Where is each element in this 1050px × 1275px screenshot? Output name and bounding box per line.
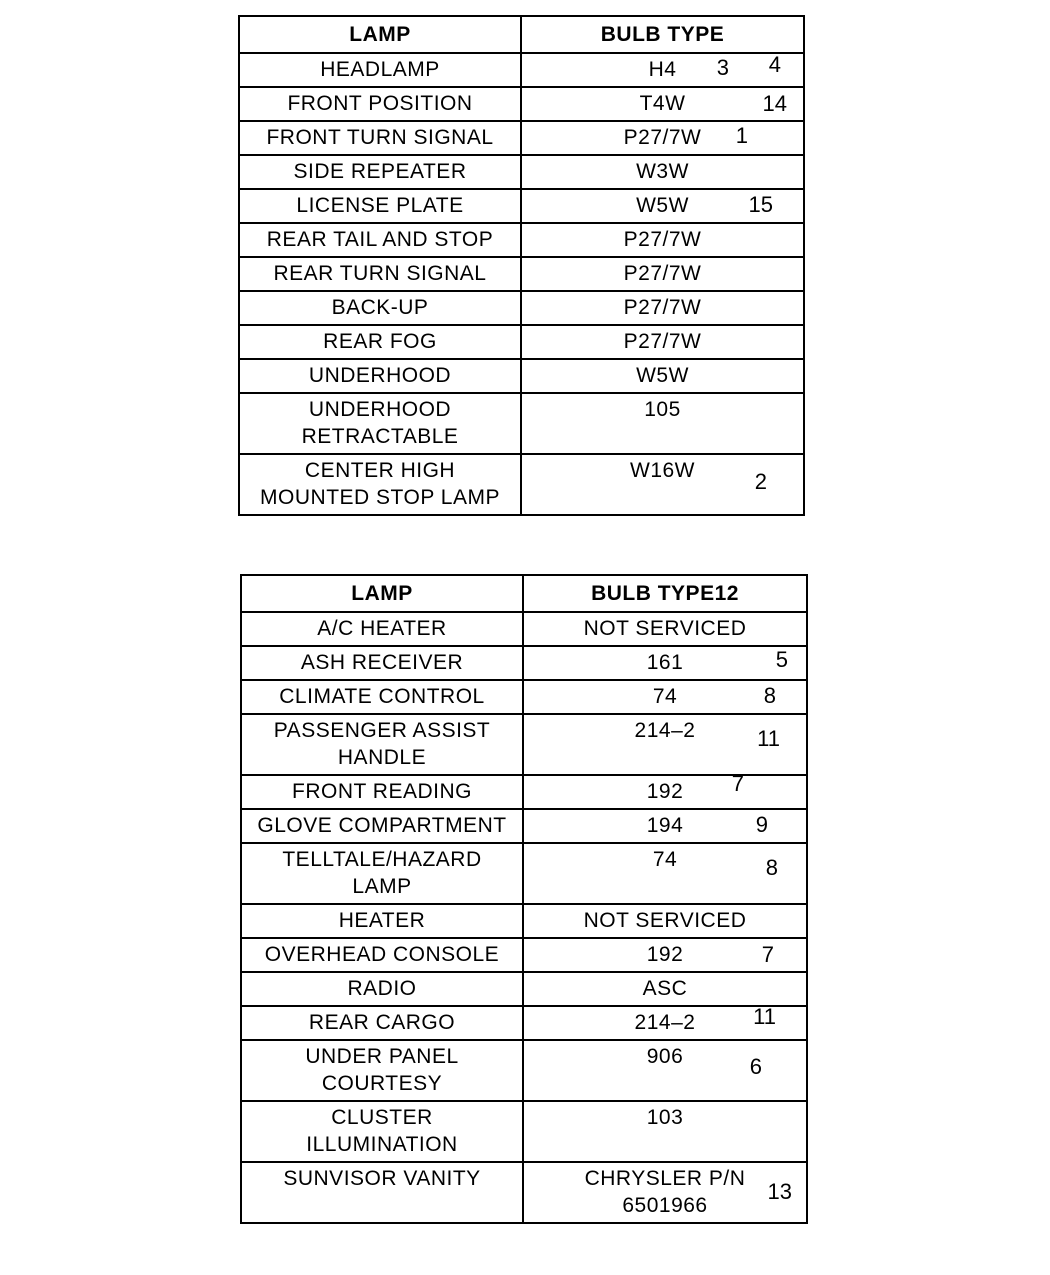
lamp-cell: UNDERHOOD [239, 359, 521, 393]
table-row [241, 843, 807, 904]
lamp-cell: FRONT TURN SIGNAL [239, 121, 521, 155]
lamp-name-line: MOUNTED STOP LAMP [260, 486, 500, 509]
bulb-cell [521, 53, 804, 87]
bulb-value: 906 [646, 1045, 684, 1068]
bulb-cell [521, 291, 804, 325]
table-row [239, 155, 804, 189]
bulb-cell [521, 155, 804, 189]
lamp-cell: GLOVE COMPARTMENT [241, 809, 523, 843]
bulb-cell [523, 904, 807, 938]
bulb-value: 192 [646, 780, 684, 803]
bulb-cell [521, 223, 804, 257]
bulb-cell [521, 359, 804, 393]
bulb-value: H4 [648, 58, 677, 81]
table-row [239, 454, 804, 515]
bulb-cell [523, 1006, 807, 1040]
bulb-value: P27/7W [623, 126, 702, 149]
bulb-value-line: CHRYSLER P/N [584, 1167, 746, 1190]
bulb-cell [523, 680, 807, 714]
lamp-cell: CLIMATE CONTROL [241, 680, 523, 714]
lamp-name-line: LAMP [352, 875, 412, 898]
callout-number: 8 [763, 683, 776, 708]
callout-number: 14 [762, 91, 787, 116]
lamp-cell: SIDE REPEATER [239, 155, 521, 189]
bulb-value: P27/7W [623, 330, 702, 353]
callout-number: 1 [735, 123, 748, 148]
bulb-value: 74 [652, 685, 678, 708]
lamp-cell: HEATER [241, 904, 523, 938]
table-row [241, 1040, 807, 1101]
bulb-type-header-label: BULB TYPE [591, 582, 715, 605]
table-row [239, 359, 804, 393]
callout-number: 7 [761, 942, 774, 967]
bulb-cell [521, 454, 804, 515]
lamp-cell: A/C HEATER [241, 612, 523, 646]
exterior-lamp-table [238, 15, 805, 516]
table-row [239, 223, 804, 257]
table-row [241, 775, 807, 809]
bulb-cell [523, 1101, 807, 1162]
table-row [239, 257, 804, 291]
bulb-value: 161 [646, 651, 684, 674]
lamp-cell: BACK-UP [239, 291, 521, 325]
bulb-value: 74 [652, 848, 678, 871]
bulb-value-line: 6501966 [622, 1194, 708, 1217]
table-header-row [239, 16, 804, 53]
bulb-value: 105 [644, 398, 681, 421]
lamp-name-line: HANDLE [337, 746, 427, 769]
lamp-cell: REAR FOG [239, 325, 521, 359]
interior-lamp-table [240, 574, 808, 1224]
bulb-value: P27/7W [623, 296, 702, 319]
table-row [241, 714, 807, 775]
bulb-value: W5W [636, 364, 689, 387]
lamp-column-header: LAMP [241, 575, 523, 612]
lamp-cell: REAR CARGO [241, 1006, 523, 1040]
table-row [239, 121, 804, 155]
table-row [239, 87, 804, 121]
lamp-cell: FRONT READING [241, 775, 523, 809]
callout-number: 2 [754, 469, 767, 494]
lamp-cell: REAR TURN SIGNAL [239, 257, 521, 291]
callout-number: 12 [714, 582, 739, 605]
table-row [241, 938, 807, 972]
bulb-cell [523, 1040, 807, 1101]
lamp-cell: OVERHEAD CONSOLE [241, 938, 523, 972]
lamp-name-line: ILLUMINATION [306, 1133, 458, 1156]
lamp-name-line: UNDERHOOD [308, 398, 452, 421]
bulb-value: 214–2 [634, 1011, 696, 1034]
table-row [241, 972, 807, 1006]
lamp-cell: FRONT POSITION [239, 87, 521, 121]
lamp-name-line: TELLTALE/HAZARD [282, 848, 482, 871]
bulb-cell [523, 843, 807, 904]
lamp-name-line: RETRACTABLE [301, 425, 459, 448]
bulb-type-column-header: BULB TYPE [521, 16, 804, 53]
bulb-cell [523, 771, 807, 809]
bulb-value: 103 [646, 1106, 684, 1129]
bulb-cell [523, 972, 807, 1006]
callout-number: 4 [768, 52, 781, 77]
lamp-cell [239, 393, 521, 454]
table-row [239, 189, 804, 223]
lamp-cell: LICENSE PLATE [239, 189, 521, 223]
bulb-cell [523, 938, 807, 972]
table-row [241, 1101, 807, 1162]
bulb-value: W3W [636, 160, 689, 183]
table-row [241, 809, 807, 843]
bulb-cell [521, 257, 804, 291]
bulb-value: P27/7W [623, 262, 702, 285]
lamp-column-header: LAMP [239, 16, 521, 53]
table-header-row [241, 575, 807, 612]
bulb-value: NOT SERVICED [583, 909, 747, 932]
callout-number: 6 [749, 1054, 762, 1079]
table-row [241, 646, 807, 680]
bulb-type-column-header [523, 575, 807, 612]
table-row [239, 393, 804, 454]
lamp-name-line: UNDER PANEL [305, 1045, 459, 1068]
bulb-cell [523, 646, 807, 680]
bulb-value: 192 [646, 943, 684, 966]
bulb-value: W5W [636, 194, 689, 217]
bulb-cell [521, 121, 804, 155]
bulb-value: 194 [646, 814, 684, 837]
table-row [239, 325, 804, 359]
bulb-value: P27/7W [623, 228, 702, 251]
lamp-cell [239, 454, 521, 515]
bulb-cell [521, 87, 804, 121]
table-row [241, 1006, 807, 1040]
lamp-cell [241, 1101, 523, 1162]
lamp-cell [241, 843, 523, 904]
bulb-cell [521, 325, 804, 359]
bulb-cell [523, 612, 807, 646]
bulb-value: W16W [630, 459, 695, 482]
lamp-cell: HEADLAMP [239, 53, 521, 87]
table-row [241, 1162, 807, 1223]
lamp-name-line: PASSENGER ASSIST [273, 719, 491, 742]
lamp-cell [241, 714, 523, 775]
lamp-cell: ASH RECEIVER [241, 646, 523, 680]
callout-number: 11 [753, 1004, 776, 1029]
table-row [241, 612, 807, 646]
lamp-cell [241, 1040, 523, 1101]
bulb-cell [523, 809, 807, 843]
callout-number: 15 [748, 192, 773, 217]
lamp-name-line: COURTESY [321, 1072, 443, 1095]
callout-number: 7 [731, 771, 744, 796]
lamp-cell: SUNVISOR VANITY [241, 1162, 523, 1223]
bulb-value: ASC [642, 977, 688, 1000]
table-row [239, 53, 804, 87]
callout-number: 5 [775, 647, 788, 672]
table-row [239, 291, 804, 325]
callout-number: 3 [716, 55, 729, 80]
lamp-name-line: CENTER HIGH [304, 459, 456, 482]
callout-number: 13 [767, 1179, 792, 1204]
bulb-value: T4W [639, 92, 686, 115]
table-row [241, 680, 807, 714]
bulb-cell [521, 189, 804, 223]
lamp-cell: REAR TAIL AND STOP [239, 223, 521, 257]
bulb-value: NOT SERVICED [583, 617, 747, 640]
lamp-name-line: CLUSTER [331, 1106, 433, 1129]
bulb-value: 214–2 [634, 719, 696, 742]
lamp-cell: RADIO [241, 972, 523, 1006]
callout-number: 9 [755, 812, 768, 837]
callout-number: 8 [765, 855, 778, 880]
callout-number: 11 [757, 726, 780, 751]
bulb-cell [523, 714, 807, 775]
table-row [241, 904, 807, 938]
bulb-cell [521, 393, 804, 454]
bulb-cell [523, 1162, 807, 1223]
